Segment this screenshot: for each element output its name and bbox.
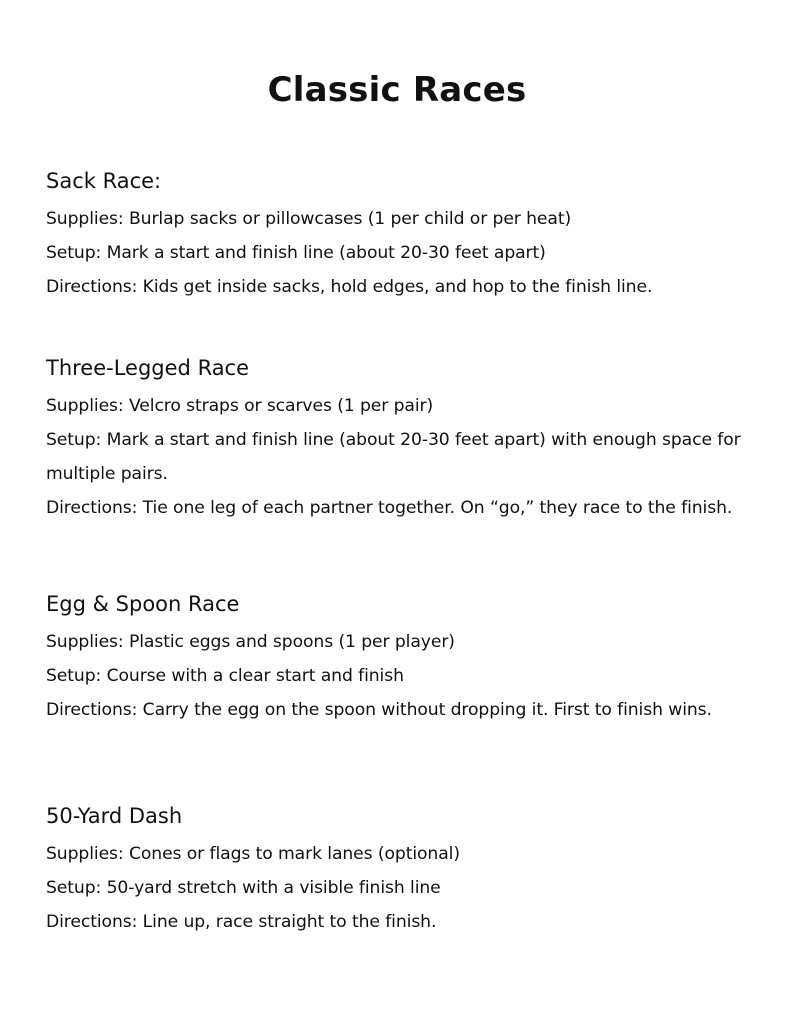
directions-text: Carry the egg on the spoon without dropping it. First to finish wins. bbox=[142, 700, 712, 720]
supplies-label: Supplies: bbox=[46, 396, 124, 416]
setup-label: Setup: bbox=[46, 243, 102, 263]
directions-text: Kids get inside sacks, hold edges, and hop to the finish line. bbox=[142, 277, 653, 297]
supplies-text: Cones or flags to mark lanes (optional) bbox=[128, 844, 460, 864]
setup-label: Setup: bbox=[46, 666, 102, 686]
setup-line bbox=[46, 423, 746, 491]
race-section-50-yard-dash bbox=[46, 801, 746, 939]
race-section-egg-spoon bbox=[46, 589, 746, 727]
race-section-three-legged bbox=[46, 353, 746, 525]
directions-text: Tie one leg of each partner together. On “go,” they race to the finish. bbox=[142, 498, 733, 518]
setup-line bbox=[46, 659, 746, 693]
supplies-text: Velcro straps or scarves (1 per pair) bbox=[128, 396, 434, 416]
directions-label: Directions: bbox=[46, 700, 138, 720]
race-heading: 50-Yard Dash bbox=[46, 804, 183, 828]
supplies-text: Plastic eggs and spoons (1 per player) bbox=[128, 632, 455, 652]
race-heading: Egg & Spoon Race bbox=[46, 592, 240, 616]
directions-line bbox=[46, 693, 746, 727]
setup-line bbox=[46, 236, 746, 270]
page-title: Classic Races bbox=[267, 70, 527, 110]
directions-text: Line up, race straight to the finish. bbox=[142, 912, 437, 932]
race-heading: Sack Race: bbox=[46, 169, 162, 193]
setup-text: Course with a clear start and finish bbox=[106, 666, 404, 686]
race-section-sack bbox=[46, 166, 746, 304]
supplies-line bbox=[46, 625, 746, 659]
directions-line bbox=[46, 491, 746, 525]
supplies-text: Burlap sacks or pillowcases (1 per child or per heat) bbox=[128, 209, 572, 229]
supplies-line bbox=[46, 837, 746, 871]
setup-label: Setup: bbox=[46, 430, 102, 450]
directions-line bbox=[46, 270, 746, 304]
directions-label: Directions: bbox=[46, 277, 138, 297]
setup-text: 50-yard stretch with a visible finish line bbox=[106, 878, 441, 898]
supplies-line bbox=[46, 389, 746, 423]
setup-text: Mark a start and finish line (about 20-30 feet apart) with enough space for multiple pairs. bbox=[46, 430, 741, 484]
supplies-label: Supplies: bbox=[46, 844, 124, 864]
directions-label: Directions: bbox=[46, 498, 138, 518]
supplies-label: Supplies: bbox=[46, 209, 124, 229]
setup-text: Mark a start and finish line (about 20-30 feet apart) bbox=[106, 243, 546, 263]
directions-label: Directions: bbox=[46, 912, 138, 932]
directions-line bbox=[46, 905, 746, 939]
supplies-label: Supplies: bbox=[46, 632, 124, 652]
race-heading: Three-Legged Race bbox=[46, 356, 250, 380]
supplies-line bbox=[46, 202, 746, 236]
setup-line bbox=[46, 871, 746, 905]
setup-label: Setup: bbox=[46, 878, 102, 898]
